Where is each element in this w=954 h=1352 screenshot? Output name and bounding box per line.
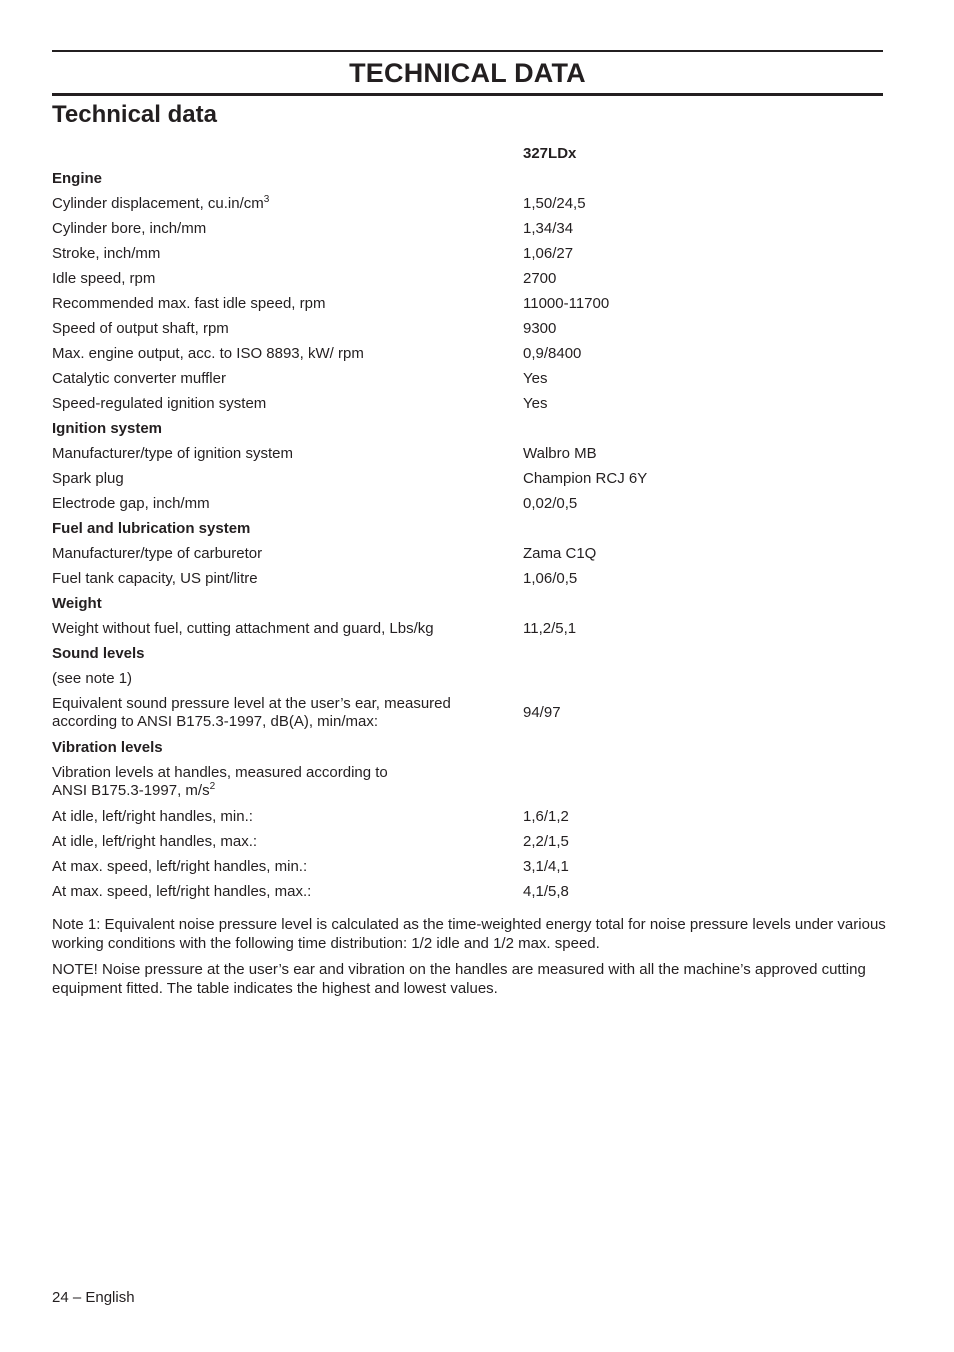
row-value: 1,06/0,5 — [523, 569, 578, 587]
row-label-text: Recommended max. fast idle speed, rpm — [52, 294, 326, 312]
table-row — [52, 566, 883, 591]
row-value: 1,6/1,2 — [523, 807, 569, 825]
row-value: 0,9/8400 — [523, 344, 582, 362]
row-label-text: Fuel tank capacity, US pint/litre — [52, 569, 258, 587]
header-rule-top — [52, 50, 883, 52]
table-row — [52, 691, 883, 735]
section-heading: Weight — [52, 594, 102, 612]
table-row — [52, 466, 883, 491]
row-label-text: Manufacturer/type of carburetor — [52, 544, 263, 562]
row-value: 0,02/0,5 — [523, 494, 578, 512]
model-column-header: 327LDx — [523, 144, 577, 162]
section-heading-row — [52, 166, 883, 191]
row-label — [52, 545, 523, 563]
page-footer: 24 – English — [52, 1289, 135, 1306]
row-value: 9300 — [523, 319, 557, 337]
row-value: 11000-11700 — [523, 294, 610, 312]
table-row — [52, 316, 883, 341]
section-heading: Engine — [52, 169, 103, 187]
table-row — [52, 829, 883, 854]
row-label — [52, 245, 523, 263]
row-value: Champion RCJ 6Y — [523, 469, 648, 487]
row-value: 1,06/27 — [523, 244, 574, 262]
row-label — [52, 195, 523, 213]
spec-table — [52, 141, 883, 904]
row-label — [52, 670, 523, 688]
row-label-text: Weight without fuel, cutting attachment and guard, Lbs/kg — [52, 619, 434, 637]
row-value: Yes — [523, 369, 548, 387]
row-label — [52, 764, 523, 800]
row-value: Zama C1Q — [523, 544, 597, 562]
row-label-text: At idle, left/right handles, max.: — [52, 832, 258, 850]
row-label — [52, 495, 523, 513]
row-label — [52, 345, 523, 363]
row-value: Yes — [523, 394, 548, 412]
section-heading-row — [52, 735, 883, 760]
row-label-text-line2: according to ANSI B175.3-1997, dB(A), min/max: — [52, 713, 378, 730]
row-label — [52, 370, 523, 388]
header-rule-bottom — [52, 93, 883, 96]
row-value: 4,1/5,8 — [523, 882, 569, 900]
row-label-text: Manufacturer/type of ignition system — [52, 444, 293, 462]
table-row — [52, 804, 883, 829]
section-heading: Sound levels — [52, 644, 145, 662]
note-1: Note 1: Equivalent noise pressure level is calculated as the time-weighted energy total for noise pressure levels under various working conditions with the following time distribution: 1/2 idle and 1/2 max. speed. — [52, 916, 886, 952]
row-label — [52, 320, 523, 338]
row-label-text: (see note 1) — [52, 669, 133, 687]
row-label — [52, 833, 523, 851]
table-row — [52, 491, 883, 516]
row-label-text: Cylinder displacement, cu.in/cm — [52, 194, 264, 212]
row-value: Walbro MB — [523, 444, 597, 462]
row-label-text: At max. speed, left/right handles, min.: — [52, 857, 308, 875]
row-label — [52, 858, 523, 876]
table-row — [52, 191, 883, 216]
row-label — [52, 883, 523, 901]
row-label-text: At max. speed, left/right handles, max.: — [52, 882, 312, 900]
unit-superscript: 3 — [263, 193, 270, 205]
row-label — [52, 695, 523, 731]
page-heading: Technical data — [52, 101, 217, 128]
section-heading: Ignition system — [52, 419, 163, 437]
table-row — [52, 241, 883, 266]
row-value: 2700 — [523, 269, 557, 287]
row-label — [52, 395, 523, 413]
row-value: 2,2/1,5 — [523, 832, 569, 850]
table-row — [52, 666, 883, 691]
row-label-text: Electrode gap, inch/mm — [52, 494, 210, 512]
row-label-text: Spark plug — [52, 469, 124, 487]
table-row — [52, 216, 883, 241]
row-value: 1,50/24,5 — [523, 194, 586, 212]
row-label-text: Cylinder bore, inch/mm — [52, 219, 207, 237]
row-value: 1,34/34 — [523, 219, 574, 237]
table-row — [52, 854, 883, 879]
section-title: TECHNICAL DATA — [349, 58, 586, 88]
section-heading: Fuel and lubrication system — [52, 519, 251, 537]
row-label-text: Vibration levels at handles, measured according to — [52, 764, 388, 781]
row-label-text: Max. engine output, acc. to ISO 8893, kW/ rpm — [52, 344, 364, 362]
table-row — [52, 616, 883, 641]
table-row — [52, 341, 883, 366]
row-value: 11,2/5,1 — [523, 619, 577, 637]
row-label-text: At idle, left/right handles, min.: — [52, 807, 253, 825]
section-heading: Vibration levels — [52, 738, 163, 756]
row-label — [52, 270, 523, 288]
row-label — [52, 470, 523, 488]
row-label-text: Equivalent sound pressure level at the user’s ear, measured — [52, 695, 451, 712]
table-row — [52, 366, 883, 391]
unit-superscript: 2 — [209, 781, 216, 792]
note-2: NOTE! Noise pressure at the user’s ear and vibration on the handles are measured with all the machine’s approved cutting equipment fitted. The table indicates the highest and lowest values. — [52, 961, 866, 997]
notes — [52, 915, 892, 1005]
row-label-text: Idle speed, rpm — [52, 269, 156, 287]
table-row — [52, 391, 883, 416]
row-label-text: Stroke, inch/mm — [52, 244, 161, 262]
row-label — [52, 445, 523, 463]
table-row — [52, 541, 883, 566]
row-label — [52, 620, 523, 638]
row-value: 94/97 — [523, 704, 561, 721]
row-value: 3,1/4,1 — [523, 857, 569, 875]
section-heading-row — [52, 416, 883, 441]
row-label — [52, 808, 523, 826]
table-row — [52, 291, 883, 316]
row-label — [52, 570, 523, 588]
table-row — [52, 266, 883, 291]
table-row — [52, 879, 883, 904]
section-heading-row — [52, 516, 883, 541]
table-body — [52, 166, 883, 904]
row-label-text: Speed of output shaft, rpm — [52, 319, 229, 337]
table-row — [52, 760, 883, 804]
row-label-text: Speed-regulated ignition system — [52, 394, 267, 412]
row-label-text-line2: ANSI B175.3-1997, m/s — [52, 782, 210, 799]
row-label — [52, 220, 523, 238]
row-label — [52, 295, 523, 313]
table-row — [52, 441, 883, 466]
row-label-text: Catalytic converter muffler — [52, 369, 226, 387]
table-header-row — [52, 141, 883, 166]
section-heading-row — [52, 641, 883, 666]
section-heading-row — [52, 591, 883, 616]
